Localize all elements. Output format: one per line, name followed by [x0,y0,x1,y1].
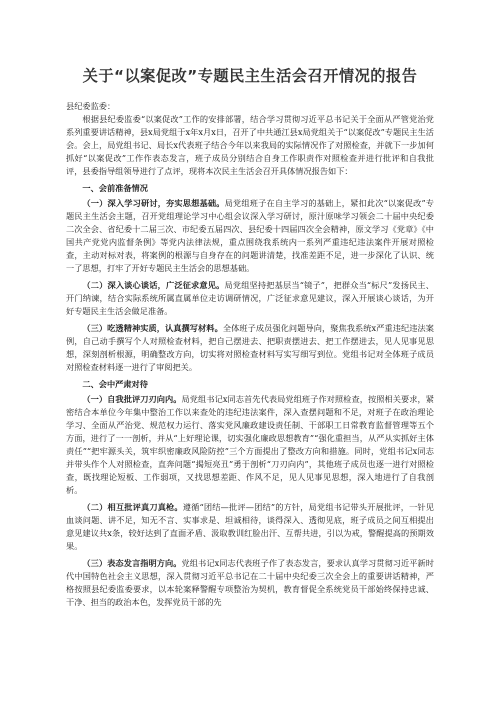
paragraph-lead: （二）相互批评真刀真枪。 [82,502,183,512]
paragraph-text: 局党组书记x同志首先代表局党组班子作对照检查，按照相关要求，紧密结合本单位今年集中整治工作以来查处的违纪违法案件，深入查摆问题和不足，对班子在政治理论学习、全面从严治党、规范权力运行、落实党风廉政建设责任制、干部职工日常教育监督管理等五个方面，进行了一一剖析，并从“上好理论课，切实强化廉政思想教育”“强化重担当，从严从实抓好主体责任”“把牢源头关，筑牢织密廉政风险防控”三个方面提出了整改方向和措施。同时，党组书记x同志并带头作个人对照检查，直奔问题“揭短亮丑”勇于剖析“刀刃向内”，其他班子成员也逐一进行对照检查，既找理论短板、工作弱项，又找思想差距、作风不足，见人见事见思想，深入地进行了自我剖析。 [66,394,434,495]
paragraph-lead: （一）深入学习研讨，夯实思想基础。 [82,198,225,208]
paragraph-text: 全体班子成员强化问题导向，聚焦我系统x严重违纪违法案例，自己动手撰写个人对照检查材料，把自己摆进去、把职责摆进去、把工作摆进去，见人见事见思想，深刻剖析根源，明确整改方向，切实将对照检查材料写实写细写到位。党组书记对全体班子成员对照检查材料逐一进行了审阅把关。 [66,323,434,372]
document-title: 关于“以案促改”专题民主生活会召开情况的报告 [82,67,418,85]
paragraph-lead: （三）吃透精神实质，认真撰写材料。 [82,323,223,333]
paragraph-lead: （一）自我批评刀刃向内。 [82,394,182,404]
paragraph-text: 局党组坚持把基层当“镜子”，把群众当“标尺”发扬民主、开门纳谏，结合实际系统所属直属单位走访调研情况，广泛征求意见建议，深入开展谈心谈话，为开好专题民主生活会做足准备。 [66,280,434,316]
paragraph-lead: （二）深入谈心谈话，广泛征求意见。 [82,280,225,290]
paragraph-text: 局党组班子在自主学习的基础上，紧扣此次“以案促改”专题民主生活会主题，召开党组理论学习中心组会议深入学习研讨，原汁原味学习领会二十届中央纪委二次全会、省纪委十二届三次、市纪委五届四次、县纪委十四届四次全会精神，原文学习《党章》《中国共产党党内监督条例》等党内法律法规，重点围绕我系统内一系列严重违纪违法案件开展对照检查，主动对标对表，将案例的根源与自身存在的问题讲清楚，找准差距不足，进一步深化了认识、统一了思想，打牢了开好专题民主生活会的思想基础。 [66,198,434,273]
paragraph-text: 党组书记x同志代表班子作了表态发言，要求认真学习贯彻习近平新时代中国特色社会主义思想，深入贯彻习近平总书记在二十届中央纪委三次全会上的重要讲话精神，严格按照县纪委监委要求，以本轮案释警醒专项整治为契机，教育督促全系统党员干部始终保持忠诚、干净、担当的政治本色，发挥党员干部的先 [66,558,434,607]
section-paragraph [66,557,434,609]
paragraph-text: 遵循“团结—批评—团结”的方针，局党组书记带头开展批评，一针见血谈问题、讲不足，知无不言、实事求是、坦诚相待，谈得深入、透彻见底，班子成员之间互相提出意见建议共x条，较好达到了直面矛盾、汲取教训红脸出汗、互帮共进，引以为戒，警醒提高的预期效果。 [66,502,434,551]
section-heading: 二、会中严肃对待 [82,379,148,389]
section-paragraph [66,197,434,275]
paragraph-lead: （三）表态发言指明方向。 [82,558,182,568]
intro-paragraph: 根据县纪委监委“以案促改”工作的安排部署，结合学习贯彻习近平总书记关于全面从严管党治党系列重要讲话精神，县x局党组于x年x月x日，召开了中共通江县x局党组关于“以案促改”专题民主生活会。会上，局党组书记、局长x代表班子结合今年以来我局的实际情况作了对照检查，并就下一步加何抓好“以案促改”工作作表态发言，班子成员分别结合自身工作职责作对照检查并进行批评和自我批评，县委指导组领导进行了点评，现将本次民主生活会召开具体情况报告如下： [66,114,434,176]
section-heading: 一、会前准备情况 [82,183,148,193]
section-paragraph [66,501,434,553]
section-paragraph [66,279,434,318]
section-paragraph [66,322,434,374]
salutation: 县纪委监委： [66,101,116,111]
section-paragraph [66,393,434,497]
